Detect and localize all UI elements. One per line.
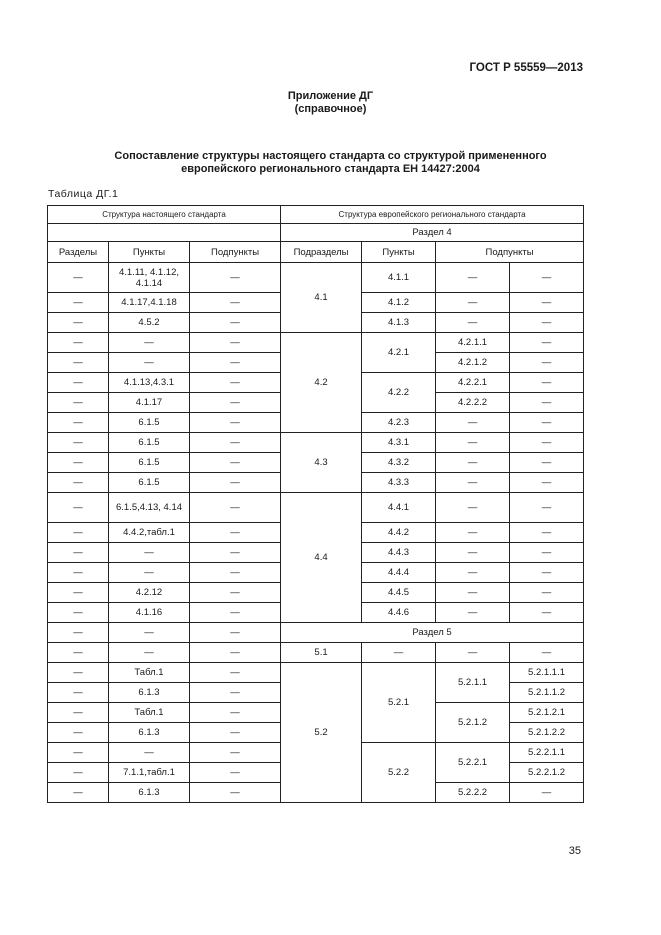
cell: — bbox=[190, 743, 281, 763]
appendix-title: Приложение ДГ bbox=[287, 90, 374, 102]
cell: 6.1.3 bbox=[109, 783, 190, 803]
cell: — bbox=[109, 623, 190, 643]
cell: 4.3 bbox=[281, 433, 362, 493]
cell: 4.2 bbox=[281, 333, 362, 433]
column-header: Разделы bbox=[48, 242, 109, 263]
cell: 4.1.17,4.1.18 bbox=[109, 293, 190, 313]
header-cell: Структура европейского регионального стандарта bbox=[281, 206, 584, 224]
cell: — bbox=[190, 293, 281, 313]
cell: 6.1.5 bbox=[109, 433, 190, 453]
cell: — bbox=[190, 453, 281, 473]
cell: — bbox=[190, 683, 281, 703]
cell: 5.2.1.2.2 bbox=[510, 723, 584, 743]
section-label: Раздел 5 bbox=[281, 623, 584, 643]
cell: — bbox=[510, 333, 584, 353]
cell: — bbox=[190, 413, 281, 433]
title-line-1: Сопоставление структуры настоящего стандарта со структурой примененного bbox=[114, 150, 547, 162]
cell: Табл.1 bbox=[109, 663, 190, 683]
cell: — bbox=[190, 723, 281, 743]
cell: 4.2.2.1 bbox=[436, 373, 510, 393]
section-label: Раздел 4 bbox=[281, 224, 584, 242]
cell: — bbox=[48, 743, 109, 763]
appendix-subtitle: (справочное) bbox=[294, 103, 367, 115]
column-header: Подпункты bbox=[436, 242, 584, 263]
cell: — bbox=[48, 563, 109, 583]
cell: — bbox=[436, 563, 510, 583]
cell: 6.1.5 bbox=[109, 453, 190, 473]
cell: 5.2.2.2 bbox=[436, 783, 510, 803]
cell: 4.3.3 bbox=[362, 473, 436, 493]
cell: 4.2.1 bbox=[362, 333, 436, 373]
cell: 5.2.2.1 bbox=[436, 743, 510, 783]
comparison-table bbox=[47, 205, 584, 803]
cell: — bbox=[48, 493, 109, 523]
cell: — bbox=[510, 293, 584, 313]
cell: — bbox=[190, 393, 281, 413]
cell: — bbox=[510, 603, 584, 623]
cell: — bbox=[48, 393, 109, 413]
cell: 5.2.1.1 bbox=[436, 663, 510, 703]
appendix-heading bbox=[0, 90, 661, 116]
cell: — bbox=[190, 623, 281, 643]
cell: — bbox=[48, 543, 109, 563]
cell: — bbox=[48, 293, 109, 313]
cell: — bbox=[48, 703, 109, 723]
cell: — bbox=[510, 523, 584, 543]
cell: — bbox=[48, 453, 109, 473]
column-header: Пункты bbox=[109, 242, 190, 263]
cell: 4.1.13,4.3.1 bbox=[109, 373, 190, 393]
document-header: ГОСТ Р 55559—2013 bbox=[469, 62, 583, 74]
cell: — bbox=[510, 493, 584, 523]
cell: 5.2.1.1.2 bbox=[510, 683, 584, 703]
cell: — bbox=[190, 473, 281, 493]
cell: 4.1.17 bbox=[109, 393, 190, 413]
cell: — bbox=[436, 493, 510, 523]
table-row bbox=[48, 663, 584, 683]
cell: — bbox=[510, 453, 584, 473]
table-row bbox=[48, 206, 584, 224]
cell: 5.1 bbox=[281, 643, 362, 663]
table-row bbox=[48, 333, 584, 353]
cell: 6.1.3 bbox=[109, 683, 190, 703]
cell: 4.2.1.1 bbox=[436, 333, 510, 353]
cell: — bbox=[362, 643, 436, 663]
cell: — bbox=[190, 563, 281, 583]
cell: 4.1.3 bbox=[362, 313, 436, 333]
title-line-2: европейского регионального стандарта ЕН 14427:2004 bbox=[181, 163, 480, 175]
cell: 4.4.2,табл.1 bbox=[109, 523, 190, 543]
cell: — bbox=[48, 583, 109, 603]
cell: — bbox=[510, 643, 584, 663]
cell: — bbox=[510, 783, 584, 803]
cell: 5.2.1.1.1 bbox=[510, 663, 584, 683]
cell: — bbox=[190, 783, 281, 803]
cell: — bbox=[190, 373, 281, 393]
cell: — bbox=[109, 743, 190, 763]
cell: — bbox=[436, 313, 510, 333]
cell: — bbox=[436, 433, 510, 453]
cell: — bbox=[190, 313, 281, 333]
cell: 5.2.2 bbox=[362, 743, 436, 803]
page-number: 35 bbox=[568, 845, 581, 857]
cell: — bbox=[48, 523, 109, 543]
table-row bbox=[48, 623, 584, 643]
cell: Табл.1 bbox=[109, 703, 190, 723]
cell: 5.2 bbox=[281, 663, 362, 803]
table-row bbox=[48, 242, 584, 263]
header-cell: Структура настоящего стандарта bbox=[48, 206, 281, 224]
document-title bbox=[0, 150, 661, 176]
table-row bbox=[48, 224, 584, 242]
cell: — bbox=[436, 453, 510, 473]
cell: 6.1.5,4.13, 4.14 bbox=[109, 493, 190, 523]
cell: 4.4.5 bbox=[362, 583, 436, 603]
table-row bbox=[48, 433, 584, 453]
cell: — bbox=[109, 643, 190, 663]
cell: 4.1.2 bbox=[362, 293, 436, 313]
cell: — bbox=[190, 643, 281, 663]
cell: — bbox=[48, 373, 109, 393]
cell: 5.2.1.2 bbox=[436, 703, 510, 743]
column-header: Подпункты bbox=[190, 242, 281, 263]
cell: 4.2.12 bbox=[109, 583, 190, 603]
cell: — bbox=[190, 493, 281, 523]
cell: — bbox=[436, 583, 510, 603]
cell: 4.2.1.2 bbox=[436, 353, 510, 373]
cell: — bbox=[190, 763, 281, 783]
cell: — bbox=[48, 473, 109, 493]
cell: — bbox=[48, 783, 109, 803]
cell: 4.4.6 bbox=[362, 603, 436, 623]
cell: — bbox=[510, 313, 584, 333]
cell: — bbox=[190, 583, 281, 603]
cell: — bbox=[190, 523, 281, 543]
cell: — bbox=[190, 663, 281, 683]
cell: 7.1.1,табл.1 bbox=[109, 763, 190, 783]
cell: — bbox=[190, 543, 281, 563]
cell: 4.2.3 bbox=[362, 413, 436, 433]
cell: — bbox=[48, 353, 109, 373]
cell: — bbox=[109, 563, 190, 583]
cell: 4.2.2 bbox=[362, 373, 436, 413]
cell: 4.1 bbox=[281, 263, 362, 333]
cell: 4.4 bbox=[281, 493, 362, 623]
cell: 5.2.2.1.1 bbox=[510, 743, 584, 763]
table-row bbox=[48, 643, 584, 663]
cell: — bbox=[436, 643, 510, 663]
cell: — bbox=[48, 763, 109, 783]
cell: — bbox=[48, 333, 109, 353]
cell: — bbox=[109, 353, 190, 373]
cell: — bbox=[510, 473, 584, 493]
cell: 4.4.3 bbox=[362, 543, 436, 563]
cell: 6.1.5 bbox=[109, 473, 190, 493]
cell: 6.1.5 bbox=[109, 413, 190, 433]
cell: — bbox=[436, 543, 510, 563]
column-header: Пункты bbox=[362, 242, 436, 263]
cell: — bbox=[190, 263, 281, 293]
cell: — bbox=[510, 353, 584, 373]
cell: — bbox=[109, 333, 190, 353]
empty-cell bbox=[48, 224, 281, 242]
cell: — bbox=[510, 373, 584, 393]
cell: — bbox=[48, 643, 109, 663]
cell: — bbox=[190, 433, 281, 453]
cell: — bbox=[436, 473, 510, 493]
column-header: Подразделы bbox=[281, 242, 362, 263]
cell: — bbox=[436, 603, 510, 623]
cell: — bbox=[48, 603, 109, 623]
cell: 4.5.2 bbox=[109, 313, 190, 333]
cell: 4.4.4 bbox=[362, 563, 436, 583]
cell: 4.2.2.2 bbox=[436, 393, 510, 413]
cell: — bbox=[190, 603, 281, 623]
table-row bbox=[48, 263, 584, 293]
cell: — bbox=[48, 313, 109, 333]
cell: — bbox=[48, 263, 109, 293]
table-caption: Таблица ДГ.1 bbox=[48, 188, 119, 200]
cell: — bbox=[48, 683, 109, 703]
cell: — bbox=[510, 583, 584, 603]
cell: — bbox=[510, 413, 584, 433]
cell: — bbox=[48, 433, 109, 453]
cell: 5.2.1.2.1 bbox=[510, 703, 584, 723]
cell: 4.4.1 bbox=[362, 493, 436, 523]
cell: — bbox=[109, 543, 190, 563]
cell: 5.2.1 bbox=[362, 663, 436, 743]
cell: — bbox=[436, 413, 510, 433]
cell: — bbox=[510, 433, 584, 453]
cell: — bbox=[48, 723, 109, 743]
cell: — bbox=[48, 623, 109, 643]
cell: 6.1.3 bbox=[109, 723, 190, 743]
cell: 4.1.1 bbox=[362, 263, 436, 293]
cell: — bbox=[510, 393, 584, 413]
cell: — bbox=[190, 333, 281, 353]
cell: 5.2.2.1.2 bbox=[510, 763, 584, 783]
cell: — bbox=[510, 543, 584, 563]
cell: — bbox=[510, 263, 584, 293]
cell: — bbox=[436, 293, 510, 313]
cell: 4.3.1 bbox=[362, 433, 436, 453]
cell: 4.3.2 bbox=[362, 453, 436, 473]
table-row bbox=[48, 493, 584, 523]
cell: — bbox=[190, 703, 281, 723]
cell: — bbox=[436, 263, 510, 293]
cell: — bbox=[48, 663, 109, 683]
cell: — bbox=[190, 353, 281, 373]
cell: — bbox=[510, 563, 584, 583]
cell: 4.1.16 bbox=[109, 603, 190, 623]
cell: 4.1.11, 4.1.12, 4.1.14 bbox=[109, 263, 190, 293]
cell: 4.4.2 bbox=[362, 523, 436, 543]
cell: — bbox=[436, 523, 510, 543]
cell: — bbox=[48, 413, 109, 433]
